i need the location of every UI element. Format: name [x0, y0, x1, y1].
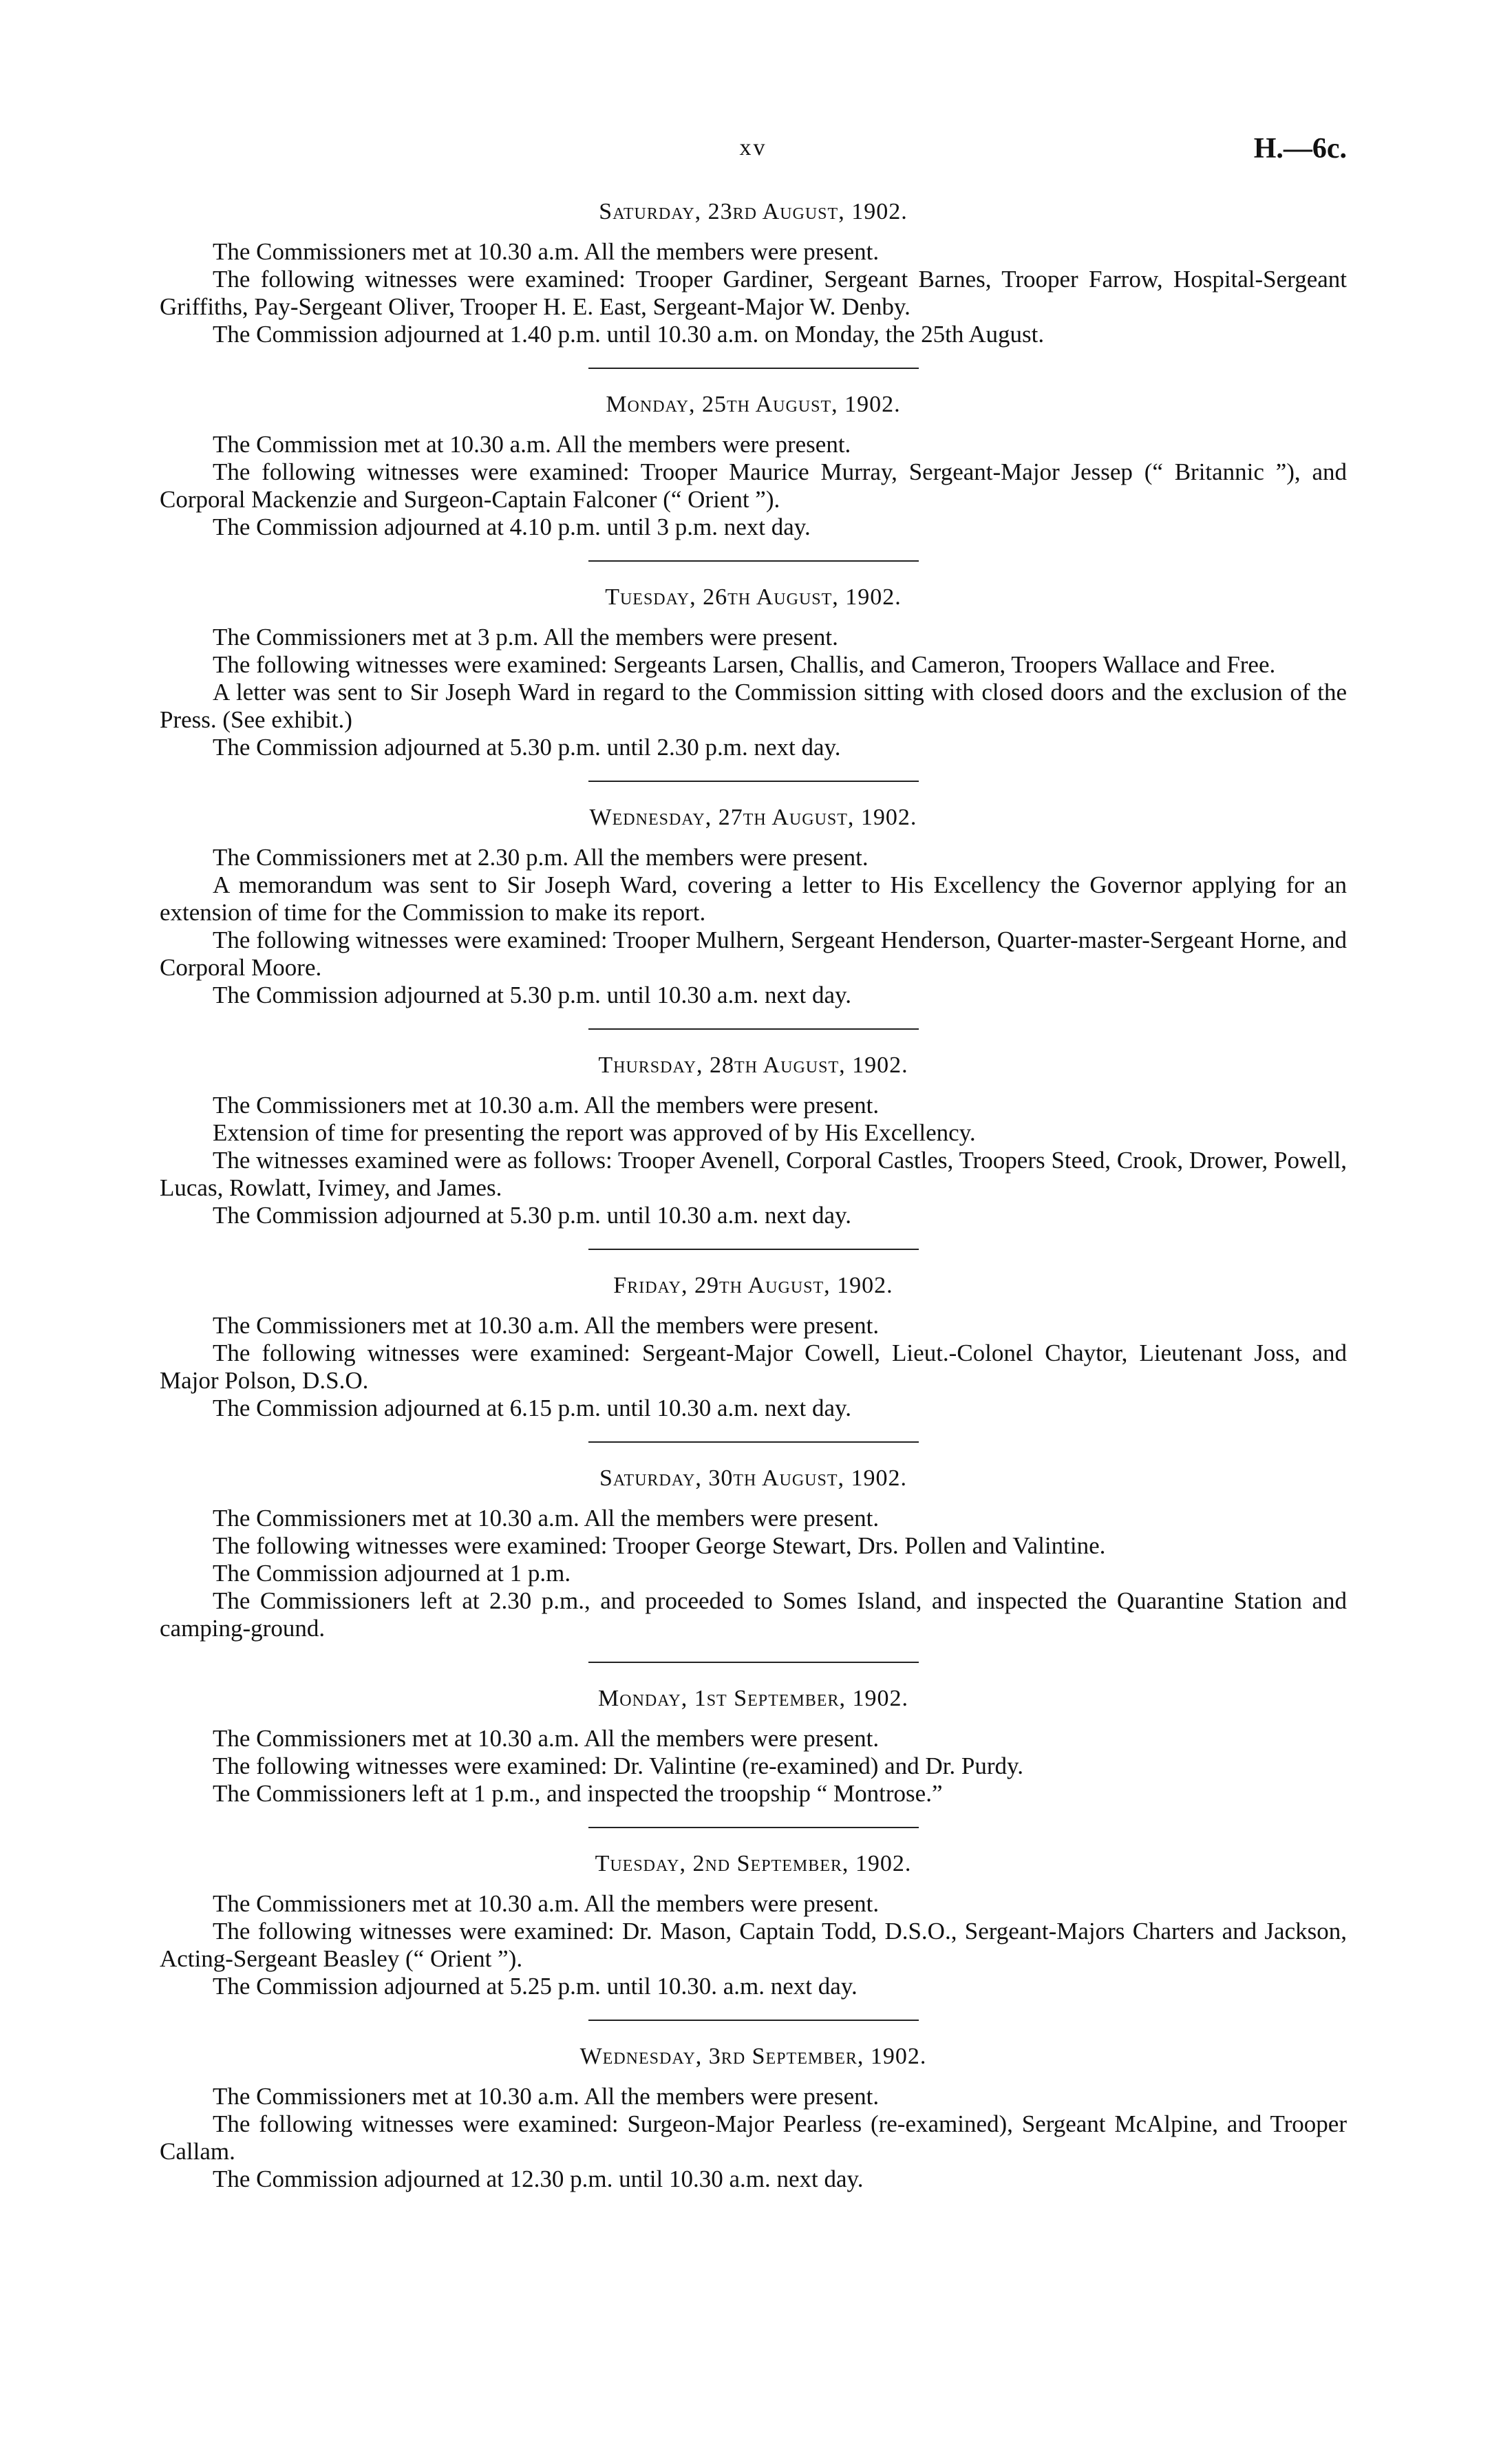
minutes-paragraph: The following witnesses were examined: Trooper Mulhern, Sergeant Henderson, Quarter-master-Sergeant Horne, and Corporal Moore.	[160, 926, 1347, 981]
section-divider	[588, 781, 919, 782]
section-divider	[588, 1662, 919, 1663]
minutes-paragraph: The following witnesses were examined: Trooper Gardiner, Sergeant Barnes, Trooper Farrow, Hospital-Sergeant Griffiths, Pay-Sergeant Oliver, Trooper H. E. East, Sergeant-Major W. Denby.	[160, 266, 1347, 320]
section-divider	[588, 368, 919, 369]
meeting-entry	[160, 804, 1347, 1009]
minutes-paragraph: The Commissioners met at 10.30 a.m. All the members were present.	[213, 238, 880, 265]
minutes-paragraph: The following witnesses were examined: Dr. Valintine (re-examined) and Dr. Purdy.	[213, 1752, 1024, 1779]
meeting-date-heading: Monday, 25th August, 1902.	[606, 392, 901, 417]
minutes-paragraph: The Commission adjourned at 5.30 p.m. until 10.30 a.m. next day.	[213, 982, 852, 1008]
meeting-entry	[160, 1272, 1347, 1422]
minutes-paragraph: The following witnesses were examined: Surgeon-Major Pearless (re-examined), Sergeant McAlpine, and Trooper Callam.	[160, 2110, 1347, 2165]
minutes-paragraph: A letter was sent to Sir Joseph Ward in regard to the Commission sitting with closed doors and the exclusion of the Press. (See exhibit.)	[160, 679, 1347, 733]
minutes-paragraph: The following witnesses were examined: Trooper Maurice Murray, Sergeant-Major Jessep (“ Britannic ”), and Corporal Mackenzie and Surgeon-Captain Falconer (“ Orient ”).	[160, 458, 1347, 513]
minutes-entries	[160, 198, 1347, 2193]
meeting-entry	[160, 1850, 1347, 2000]
meeting-date-heading: Tuesday, 26th August, 1902.	[605, 584, 902, 610]
minutes-paragraph: The Commission adjourned at 5.30 p.m. until 10.30 a.m. next day.	[213, 1202, 852, 1229]
minutes-paragraph: The following witnesses were examined: Dr. Mason, Captain Todd, D.S.O., Sergeant-Majors Charters and Jackson, Acting-Sergeant Beasley (“ Orient ”).	[160, 1918, 1347, 1972]
minutes-paragraph: The Commissioners met at 10.30 a.m. All the members were present.	[213, 1505, 880, 1532]
minutes-paragraph: A memorandum was sent to Sir Joseph Ward, covering a letter to His Excellency the Governor applying for an extension of time for the Commission to make its report.	[160, 871, 1347, 926]
meeting-date-heading: Saturday, 30th August, 1902.	[599, 1465, 908, 1491]
minutes-paragraph: The Commissioners met at 10.30 a.m. All the members were present.	[213, 1890, 880, 1917]
minutes-paragraph: The following witnesses were examined: Sergeant-Major Cowell, Lieut.-Colonel Chaytor, Lieutenant Joss, and Major Polson, D.S.O.	[160, 1339, 1347, 1394]
minutes-paragraph: The Commission met at 10.30 a.m. All the members were present.	[213, 431, 851, 458]
minutes-paragraph: The witnesses examined were as follows: Trooper Avenell, Corporal Castles, Troopers Steed, Crook, Drower, Powell, Lucas, Rowlatt, Ivimey, and James.	[160, 1147, 1347, 1201]
section-divider	[588, 1028, 919, 1030]
minutes-paragraph: The Commissioners met at 10.30 a.m. All the members were present.	[213, 2083, 880, 2110]
section-divider	[588, 1827, 919, 1828]
section-divider	[588, 1441, 919, 1443]
meeting-date-heading: Wednesday, 3rd September, 1902.	[579, 2044, 927, 2069]
minutes-paragraph: The Commissioners met at 10.30 a.m. All the members were present.	[213, 1092, 880, 1119]
minutes-paragraph: The Commissioners met at 10.30 a.m. All the members were present.	[213, 1312, 880, 1339]
meeting-date-heading: Friday, 29th August, 1902.	[613, 1273, 893, 1298]
minutes-paragraph: The Commissioners met at 10.30 a.m. All the members were present.	[213, 1725, 880, 1752]
meeting-entry	[160, 1465, 1347, 1642]
meeting-entry	[160, 391, 1347, 541]
page-header	[160, 135, 1347, 176]
meeting-entry	[160, 2043, 1347, 2193]
meeting-date-heading: Tuesday, 2nd September, 1902.	[595, 1851, 912, 1876]
section-divider	[588, 2020, 919, 2021]
minutes-paragraph: The Commission adjourned at 1.40 p.m. until 10.30 a.m. on Monday, the 25th August.	[213, 321, 1045, 348]
meeting-date-heading: Wednesday, 27th August, 1902.	[589, 805, 917, 830]
minutes-paragraph: The Commissioners left at 2.30 p.m., and proceeded to Somes Island, and inspected the Quarantine Station and camping-ground.	[160, 1587, 1347, 1642]
minutes-paragraph: The Commission adjourned at 4.10 p.m. until 3 p.m. next day.	[213, 513, 811, 540]
section-divider	[588, 560, 919, 562]
document-reference: H.—6c.	[1253, 133, 1347, 165]
meeting-date-heading: Thursday, 28th August, 1902.	[598, 1052, 908, 1078]
minutes-paragraph: The Commission adjourned at 6.15 p.m. until 10.30 a.m. next day.	[213, 1395, 852, 1421]
page-number: xv	[739, 135, 767, 160]
meeting-entry	[160, 584, 1347, 761]
meeting-date-heading: Saturday, 23rd August, 1902.	[599, 199, 908, 224]
meeting-entry	[160, 1685, 1347, 1808]
minutes-paragraph: The Commissioners met at 3 p.m. All the members were present.	[213, 624, 838, 650]
document-page	[160, 0, 1347, 2447]
minutes-paragraph: The following witnesses were examined: Sergeants Larsen, Challis, and Cameron, Troopers Wallace and Free.	[213, 651, 1276, 678]
minutes-paragraph: Extension of time for presenting the report was approved of by His Excellency.	[213, 1119, 976, 1146]
meeting-date-heading: Monday, 1st September, 1902.	[598, 1686, 908, 1711]
minutes-paragraph: The following witnesses were examined: Trooper George Stewart, Drs. Pollen and Valintine.	[213, 1532, 1106, 1559]
section-divider	[588, 1249, 919, 1250]
meeting-entry	[160, 1052, 1347, 1229]
meeting-entry	[160, 198, 1347, 348]
minutes-paragraph: The Commissioners met at 2.30 p.m. All the members were present.	[213, 844, 869, 871]
minutes-paragraph: The Commission adjourned at 1 p.m.	[213, 1560, 571, 1587]
minutes-paragraph: The Commission adjourned at 12.30 p.m. until 10.30 a.m. next day.	[213, 2165, 864, 2192]
minutes-paragraph: The Commission adjourned at 5.25 p.m. until 10.30. a.m. next day.	[213, 1973, 858, 2000]
minutes-paragraph: The Commission adjourned at 5.30 p.m. until 2.30 p.m. next day.	[213, 734, 841, 761]
minutes-paragraph: The Commissioners left at 1 p.m., and inspected the troopship “ Montrose.”	[213, 1780, 943, 1807]
